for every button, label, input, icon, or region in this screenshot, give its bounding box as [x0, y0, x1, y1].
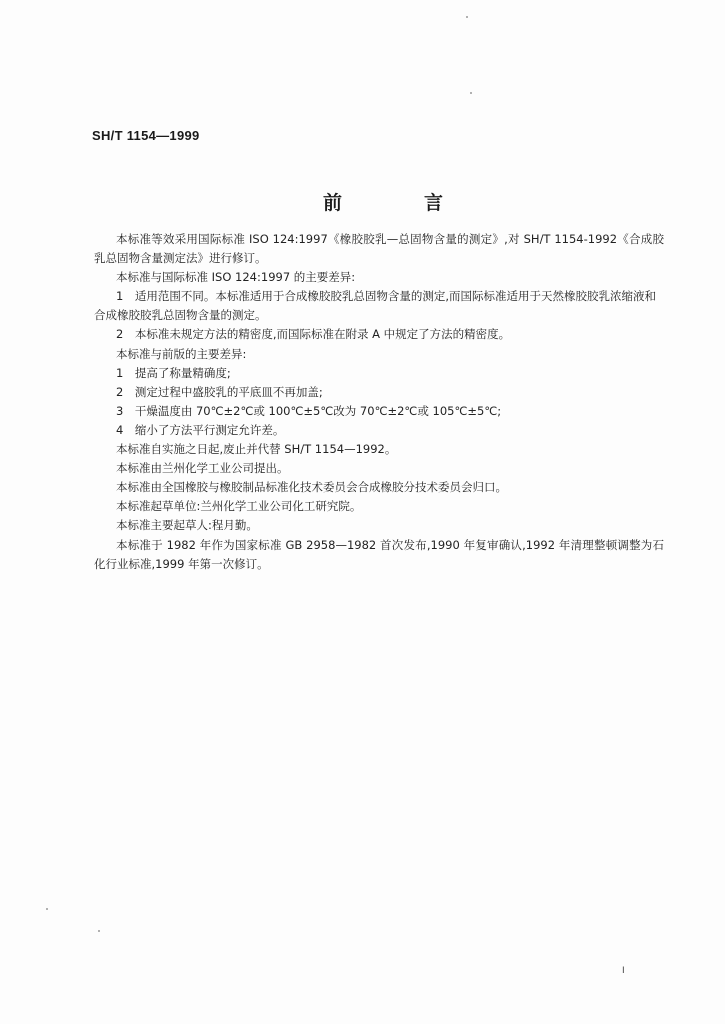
scan-speck [98, 930, 100, 932]
page-number: I [622, 966, 625, 976]
list-item: 1 提高了称量精确度; [116, 365, 231, 380]
paragraph-previous-differences: 本标准与前版的主要差异: [116, 346, 247, 361]
paragraph-history: 本标准于 1982 年作为国家标准 GB 2958—1982 首次发布,1990 年复审确认,1992 年清理整顿调整为石化行业标准,1999 年第一次修订。 [94, 537, 664, 571]
paragraph-committee: 本标准由全国橡胶与橡胶制品标准化技术委员会合成橡胶分技术委员会归口。 [116, 480, 507, 495]
list-item: 2 测定过程中盛胶乳的平底皿不再加盖; [116, 384, 323, 399]
list-item: 3 干燥温度由 70℃±2℃或 100℃±5℃改为 70℃±2℃或 105℃±5℃; [116, 403, 502, 418]
scan-speck [46, 908, 48, 910]
standard-code: SH/T 1154—1999 [92, 128, 200, 143]
list-item: 4 缩小了方法平行测定允许差。 [116, 422, 285, 437]
paragraph-drafting-unit: 本标准起草单位:兰州化学工业公司化工研究院。 [116, 499, 362, 514]
paragraph-supersedes: 本标准自实施之日起,废止并代替 SH/T 1154—1992。 [116, 442, 397, 457]
page-title [323, 188, 443, 215]
foreword-body [94, 230, 664, 574]
list-item: 2 本标准未规定方法的精密度,而国际标准在附录 A 中规定了方法的精密度。 [116, 327, 511, 342]
paragraph-adoption: 本标准等效采用国际标准 ISO 124:1997《橡胶胶乳—总固物含量的测定》,对 SH/T 1154-1992《合成胶乳总固物含量测定法》进行修订。 [94, 232, 664, 266]
title-char-1: 前 [323, 192, 343, 214]
paragraph-drafter: 本标准主要起草人:程月勤。 [116, 518, 258, 533]
list-item: 1 适用范围不同。本标准适用于合成橡胶胶乳总固物含量的测定,而国际标准适用于天然橡胶胶乳浓缩液和合成橡胶胶乳总固物含量的测定。 [94, 289, 656, 323]
paragraph-proposer: 本标准由兰州化学工业公司提出。 [116, 461, 289, 476]
scan-speck [466, 16, 468, 18]
scan-speck [470, 92, 472, 94]
title-char-2: 言 [423, 192, 443, 214]
paragraph-iso-differences: 本标准与国际标准 ISO 124:1997 的主要差异: [116, 270, 356, 285]
